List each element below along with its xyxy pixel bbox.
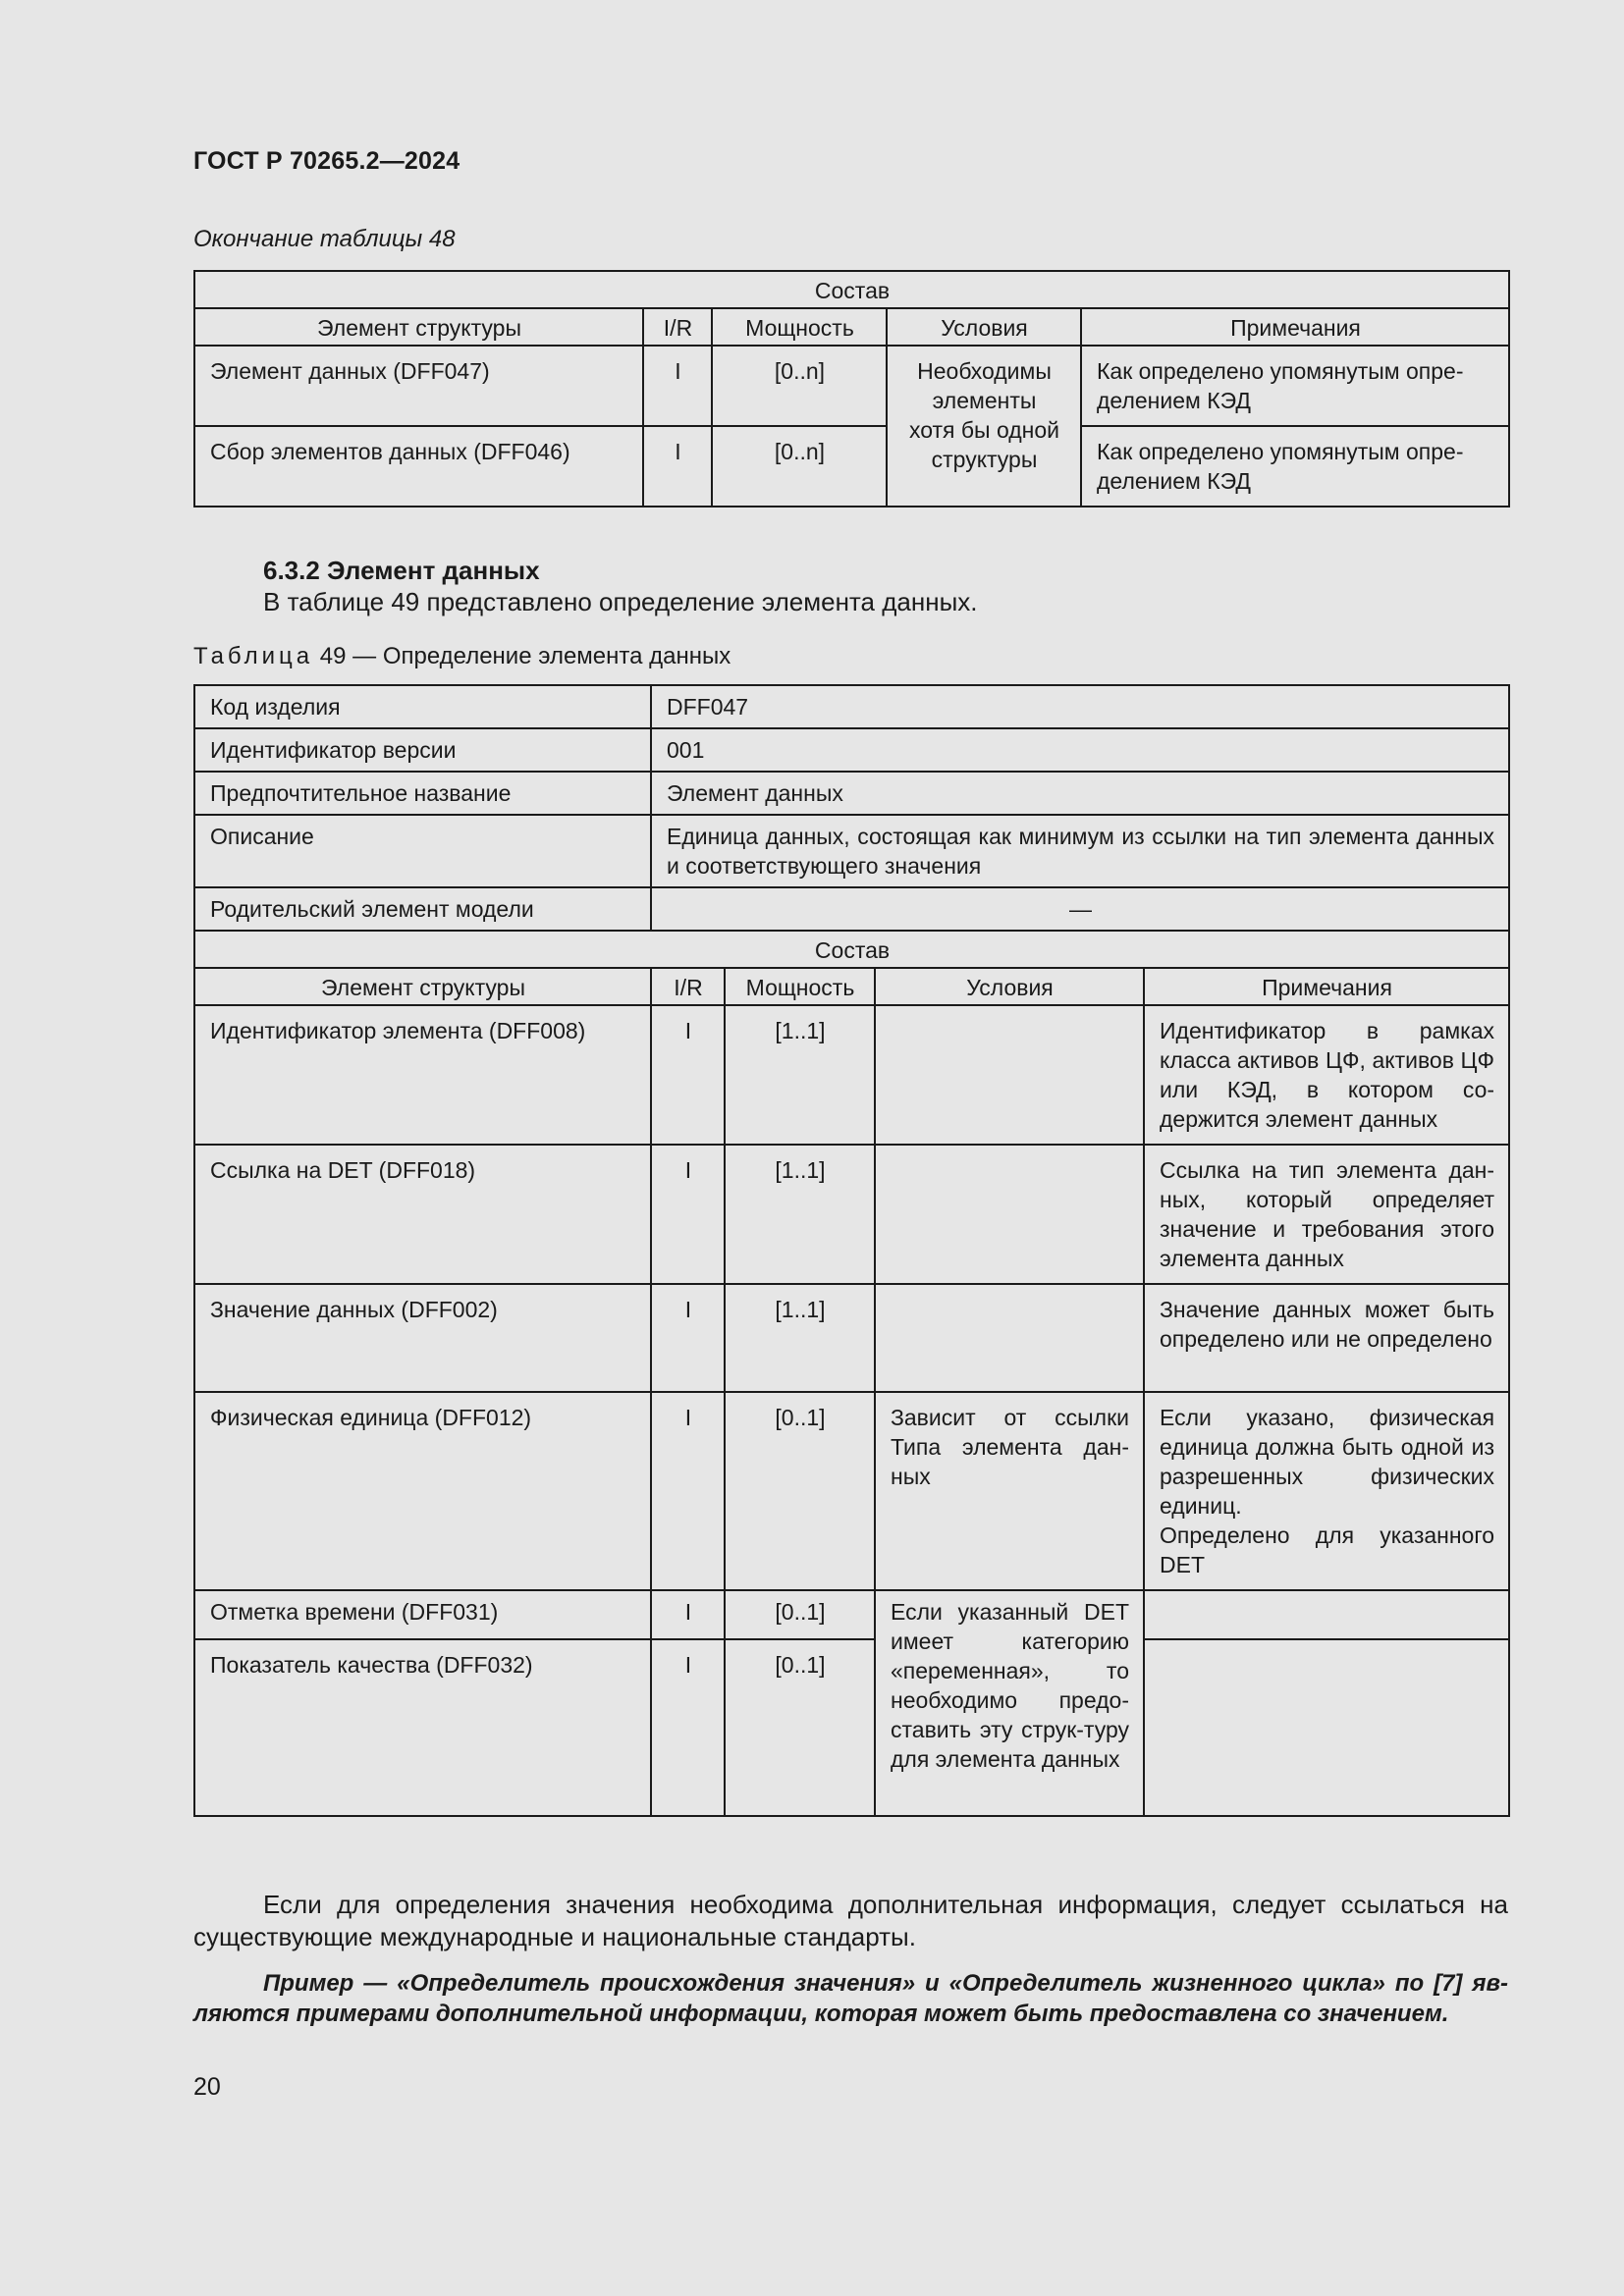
cell-power: [0..1] <box>725 1590 875 1639</box>
table-48-continuation-caption: Окончание таблицы 48 <box>193 226 456 252</box>
cell-power: [0..n] <box>712 346 887 426</box>
property-row <box>194 685 1509 728</box>
cell-note: Значение данных может быть определено или не определено <box>1144 1284 1509 1392</box>
cell-ir: I <box>643 426 712 507</box>
cell-element: Физическая единица (DFF012) <box>194 1392 651 1590</box>
example-paragraph: Пример — «Определитель происхождения значения» и «Определитель жизненного цикла» по [7] яв-ляются примерами дополнительной информации, которая может быть предоставлена со значением. <box>193 1970 1508 2027</box>
table-row <box>194 1590 1509 1639</box>
cell-power: [0..1] <box>725 1392 875 1590</box>
column-header: Элемент структуры <box>194 968 651 1005</box>
table-header-row <box>194 968 1509 1005</box>
cell-power: [1..1] <box>725 1284 875 1392</box>
cell-ir: I <box>651 1392 725 1590</box>
property-label: Код изделия <box>194 685 651 728</box>
property-label: Идентификатор версии <box>194 728 651 772</box>
cell-element: Ссылка на DET (DFF018) <box>194 1145 651 1284</box>
cell-note: Как определено упомянутым опре- делением КЭД <box>1081 426 1509 507</box>
cell-power: [1..1] <box>725 1005 875 1145</box>
property-row <box>194 815 1509 887</box>
table-row <box>194 1392 1509 1590</box>
cell-ir: I <box>651 1005 725 1145</box>
property-label: Описание <box>194 815 651 887</box>
cell-note: Ссылка на тип элемента дан-ных, который определяет значение и требования этого элемента данных <box>1144 1145 1509 1284</box>
column-header: Примечания <box>1081 308 1509 346</box>
property-row <box>194 728 1509 772</box>
column-header: Элемент структуры <box>194 308 643 346</box>
cell-condition <box>875 1005 1144 1145</box>
cell-shared-condition: Если указанный DET имеет категорию «переменная», то необходимо предо-ставить эту струк-туру для элемента данных <box>875 1590 1144 1816</box>
table-caption-word: Таблица <box>193 643 314 669</box>
cell-note <box>1144 1590 1509 1639</box>
table-row <box>194 346 1509 426</box>
cell-ir: I <box>651 1284 725 1392</box>
cell-note: Идентификатор в рамках класса активов ЦФ, активов ЦФ или КЭД, в котором со-держится элемент данных <box>1144 1005 1509 1145</box>
property-value: DFF047 <box>651 685 1509 728</box>
column-header: Мощность <box>712 308 887 346</box>
cell-ir: I <box>651 1145 725 1284</box>
cell-power: [1..1] <box>725 1145 875 1284</box>
section-heading: 6.3.2 Элемент данных <box>263 556 540 585</box>
page-number: 20 <box>193 2073 221 2101</box>
cell-condition <box>875 1145 1144 1284</box>
cell-element: Элемент данных (DFF047) <box>194 346 643 426</box>
section-header-composition: Состав <box>194 271 1509 308</box>
property-row <box>194 887 1509 931</box>
cell-ir: I <box>651 1639 725 1816</box>
table-header-row <box>194 271 1509 308</box>
column-header: Условия <box>875 968 1144 1005</box>
property-value: — <box>651 887 1509 931</box>
document-header: ГОСТ Р 70265.2—2024 <box>193 147 460 175</box>
cell-element: Значение данных (DFF002) <box>194 1284 651 1392</box>
cell-element: Показатель качества (DFF032) <box>194 1639 651 1816</box>
section-header-composition: Состав <box>194 931 1509 968</box>
property-row <box>194 772 1509 815</box>
cell-note: Как определено упомянутым опре- делением КЭД <box>1081 346 1509 426</box>
property-value: Элемент данных <box>651 772 1509 815</box>
cell-element: Идентификатор элемента (DFF008) <box>194 1005 651 1145</box>
table-49 <box>193 684 1510 1817</box>
body-paragraph: Если для определения значения необходима дополнительная информация, следует ссылаться на существующие международные и национальные стандарты. <box>193 1890 1508 1951</box>
table-row <box>194 1639 1509 1816</box>
table-row <box>194 1284 1509 1392</box>
cell-power: [0..n] <box>712 426 887 507</box>
table-row <box>194 1145 1509 1284</box>
table-49-caption <box>193 643 731 670</box>
cell-condition: Зависит от ссылки Типа элемента дан-ных <box>875 1392 1144 1590</box>
property-label: Предпочтительное название <box>194 772 651 815</box>
column-header: Мощность <box>725 968 875 1005</box>
column-header: I/R <box>651 968 725 1005</box>
cell-condition <box>875 1284 1144 1392</box>
table-row <box>194 1005 1509 1145</box>
cell-power: [0..1] <box>725 1639 875 1816</box>
table-caption-title: 49 — Определение элемента данных <box>319 643 731 669</box>
cell-ir: I <box>643 346 712 426</box>
table-row <box>194 426 1509 507</box>
column-header: Примечания <box>1144 968 1509 1005</box>
column-header: Условия <box>887 308 1081 346</box>
cell-element: Сбор элементов данных (DFF046) <box>194 426 643 507</box>
table-header-row <box>194 931 1509 968</box>
property-value: 001 <box>651 728 1509 772</box>
property-value: Единица данных, состоящая как минимум из ссылки на тип элемента данных и соответствующего значения <box>651 815 1509 887</box>
table-48 <box>193 270 1510 507</box>
cell-element: Отметка времени (DFF031) <box>194 1590 651 1639</box>
section-intro-text: В таблице 49 представлено определение элемента данных. <box>263 587 978 616</box>
property-label: Родительский элемент модели <box>194 887 651 931</box>
cell-note: Если указано, физическая единица должна быть одной из разрешенных физических единиц. Определено для указанного DET <box>1144 1392 1509 1590</box>
cell-ir: I <box>651 1590 725 1639</box>
cell-note <box>1144 1639 1509 1816</box>
column-header: I/R <box>643 308 712 346</box>
table-header-row <box>194 308 1509 346</box>
cell-shared-condition: Необходимы элементы хотя бы одной структуры <box>887 346 1081 507</box>
